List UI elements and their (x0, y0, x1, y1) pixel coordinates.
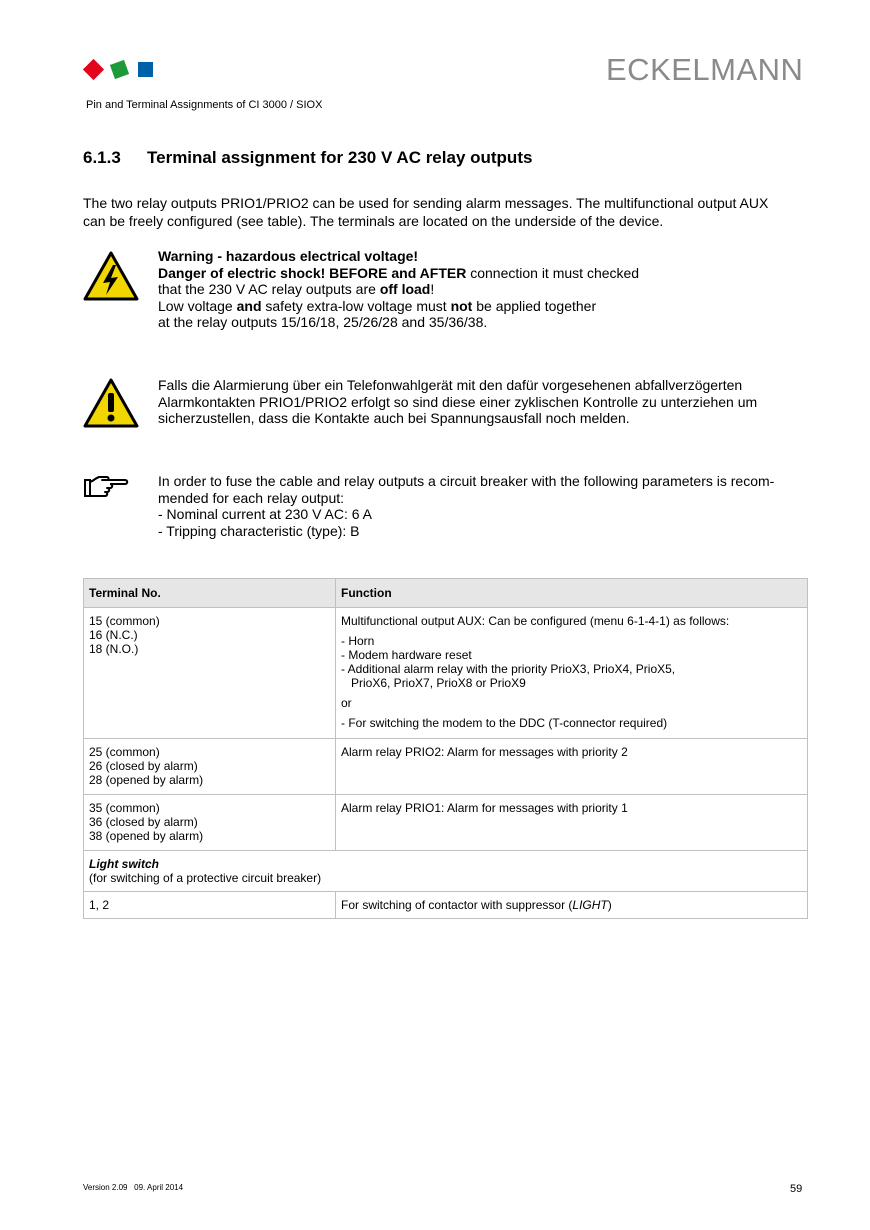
warning-emphasis: not (450, 297, 473, 314)
terminal-entry: 18 (N.O.) (89, 642, 139, 656)
table-header-row (84, 579, 808, 608)
caution-line: sicherzustellen, dass die Kontakte auch bei Spannungsausfall noch melden. (158, 410, 630, 426)
warning-text (158, 248, 808, 331)
high-voltage-warning-icon (83, 251, 139, 301)
table-row (84, 795, 808, 851)
warning-text-part: connection it must checked (466, 264, 640, 281)
warning-text-part: at the relay outputs 15/16/18, 25/26/28 and 35/36/38. (158, 314, 488, 330)
terminal-assignment-table (83, 578, 808, 919)
light-switch-cell (84, 851, 808, 892)
terminal-entry: 28 (opened by alarm) (89, 773, 204, 787)
terminal-entry: 15 (common) (89, 614, 160, 628)
caution-exclamation-icon (83, 378, 139, 428)
terminal-cell (84, 608, 336, 739)
function-list-item: - Horn (341, 634, 375, 648)
section-heading (83, 148, 532, 168)
note-line: In order to fuse the cable and relay outputs a circuit breaker with the following parameters is recom- (158, 473, 775, 489)
light-switch-title: Light switch (89, 857, 159, 871)
table-row (84, 892, 808, 919)
terminal-entry: 26 (closed by alarm) (89, 759, 198, 773)
caution-line: Alarmkontakten PRIO1/PRIO2 erfolgt so sind diese einer zyklischen Kontrolle zu unterziehen um (158, 393, 758, 410)
caution-line: Falls die Alarmierung über ein Telefonwahlgerät mit den dafür vorgesehenen abfallverzögerten (158, 377, 743, 393)
note-line: mended for each relay output: (158, 489, 345, 506)
terminal-entry: 36 (closed by alarm) (89, 815, 198, 829)
terminal-entry: 38 (opened by alarm) (89, 829, 204, 843)
note-text (158, 473, 808, 539)
table-row (84, 739, 808, 795)
function-cell: Alarm relay PRIO1: Alarm for messages with priority 1 (336, 795, 808, 851)
warning-text-part: Low voltage (158, 297, 237, 314)
section-number: 6.1.3 (83, 148, 121, 167)
intro-line: can be freely configured (see table). The terminals are located on the underside of the device. (83, 213, 664, 229)
intro-paragraph (83, 194, 808, 230)
function-text: Multifunctional output AUX: Can be configured (menu 6-1-4-1) as follows: (341, 614, 730, 628)
warning-emphasis: off load (379, 281, 431, 297)
caution-text (158, 377, 808, 427)
footer-version: Version 2.09 09. April 2014 (83, 1183, 184, 1192)
function-list-item: - Modem hardware reset (341, 648, 472, 662)
table-row (84, 608, 808, 739)
warning-text-part: safety extra-low voltage must (261, 297, 451, 314)
function-list-item: PrioX6, PrioX7, PrioX8 or PrioX9 (351, 676, 526, 690)
warning-text-part: be applied together (472, 297, 597, 314)
function-text: ) (607, 898, 612, 912)
terminal-cell (84, 795, 336, 851)
header-function: Function (336, 579, 808, 608)
function-cell: Alarm relay PRIO2: Alarm for messages with priority 2 (336, 739, 808, 795)
header-terminal-no: Terminal No. (84, 579, 336, 608)
terminal-cell (84, 739, 336, 795)
terminal-entry: 25 (common) (89, 745, 160, 759)
warning-title: Warning - hazardous electrical voltage! (158, 248, 419, 264)
function-emphasis: LIGHT (572, 898, 608, 912)
function-cell (336, 608, 808, 739)
warning-emphasis: Danger of electric shock! BEFORE and AFTER (158, 264, 467, 281)
intro-line: The two relay outputs PRIO1/PRIO2 can be used for sending alarm messages. The multifunctional output AUX (83, 195, 769, 211)
note-line: - Nominal current at 230 V AC: 6 A (158, 506, 372, 522)
terminal-entry: 16 (N.C.) (89, 628, 138, 642)
terminal-cell: 1, 2 (84, 892, 336, 919)
section-title: Terminal assignment for 230 V AC relay outputs (147, 148, 533, 167)
function-text: or (341, 696, 352, 710)
eckelmann-logo-icon (83, 58, 157, 82)
note-line: - Tripping characteristic (type): B (158, 522, 360, 539)
function-list-item: - Additional alarm relay with the priority PrioX3, PrioX4, PrioX5, (341, 662, 676, 676)
function-text: For switching of contactor with suppressor ( (341, 898, 573, 912)
light-switch-subtitle: (for switching of a protective circuit breaker) (89, 871, 322, 885)
terminal-entry: 35 (common) (89, 801, 160, 815)
warning-emphasis: and (236, 297, 262, 314)
table-section-row (84, 851, 808, 892)
brand-name: ECKELMANN (606, 52, 804, 87)
warning-text-part: ! (430, 281, 435, 297)
function-list-item: - For switching the modem to the DDC (T-connector required) (341, 716, 668, 730)
function-cell (336, 892, 808, 919)
footer-page-number: 59 (790, 1183, 803, 1195)
warning-text-part: that the 230 V AC relay outputs are (158, 281, 380, 297)
pointing-hand-icon (83, 474, 129, 500)
header-subtitle: Pin and Terminal Assignments of CI 3000 / SIOX (86, 99, 323, 111)
